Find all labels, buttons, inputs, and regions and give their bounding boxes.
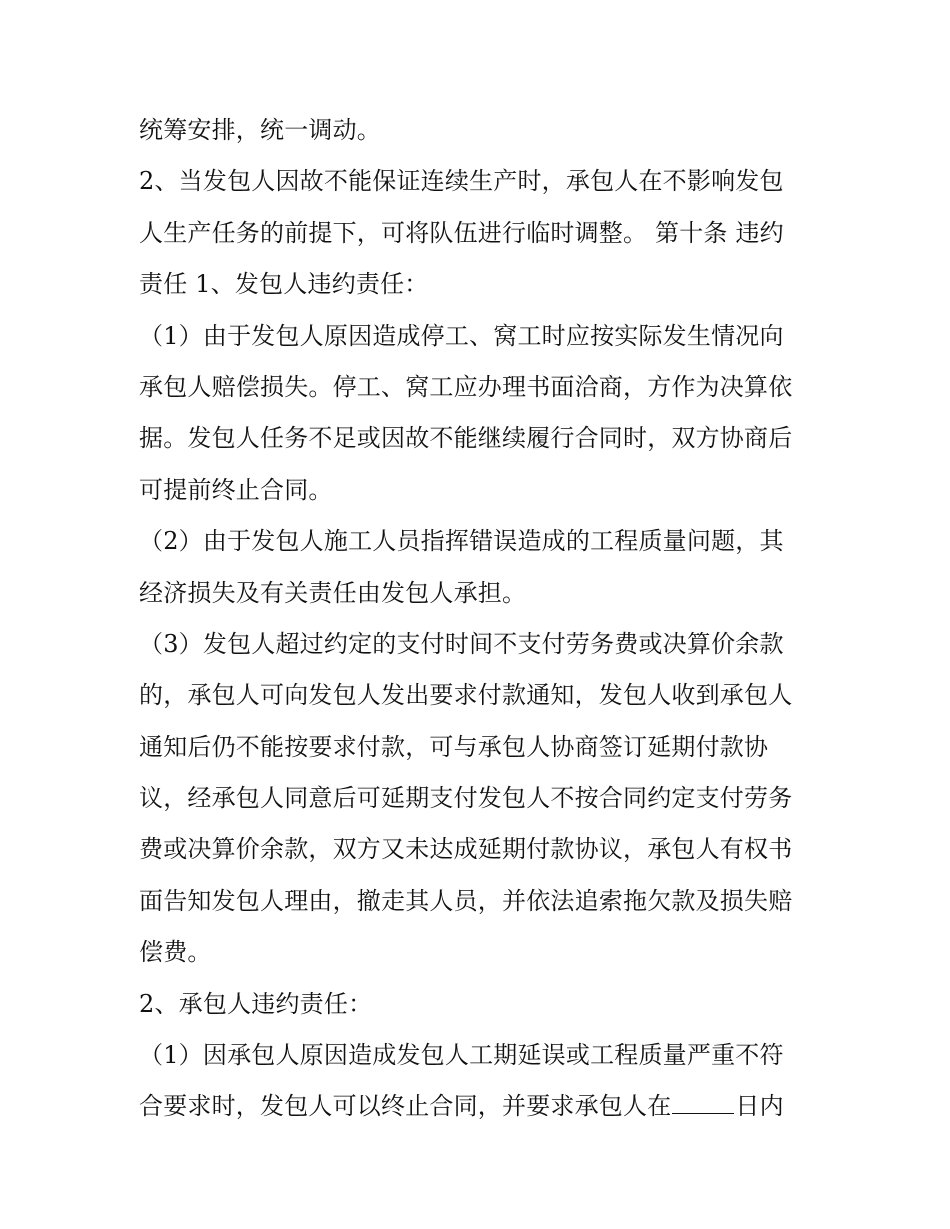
text-line: 议，经承包人同意后可延期支付发包人不按合同约定支付劳务 <box>139 784 793 813</box>
contract-text-body <box>139 105 819 1133</box>
text-line: （3）发包人超过约定的支付时间不支付劳务费或决算价余款 <box>139 629 784 658</box>
text-line: （2）由于发包人施工人员指挥错误造成的工程质量问题，其 <box>139 527 784 556</box>
text-line: 的，承包人可向发包人发出要求付款通知，发包人收到承包人 <box>139 681 793 710</box>
text-line: 偿费。 <box>139 938 212 967</box>
text-line: 据。发包人任务不足或因故不能继续履行合同时，双方协商后 <box>139 424 793 453</box>
text-segment: 合要求时，发包人可以终止合同，并要求承包人在 <box>139 1092 672 1121</box>
text-line: 费或决算价余款，双方又未达成延期付款协议，承包人有权书 <box>139 835 793 864</box>
text-line: 可提前终止合同。 <box>139 475 333 504</box>
text-line: 通知后仍不能按要求付款，可与承包人协商签订延期付款协 <box>139 732 769 761</box>
text-line: 2、承包人违约责任： <box>139 989 373 1018</box>
text-line: 经济损失及有关责任由发包人承担。 <box>139 578 527 607</box>
text-line: 面告知发包人理由，撤走其人员，并依法追索拖欠款及损失赔 <box>139 886 793 915</box>
text-line-with-blank <box>139 1081 819 1132</box>
text-line: （1）由于发包人原因造成停工、窝工时应按实际发生情况向 <box>139 321 784 350</box>
text-segment: 日内 <box>735 1092 784 1121</box>
text-line: 人生产任务的前提下，可将队伍进行临时调整。 第十条 违约 <box>139 218 784 247</box>
text-line: 承包人赔偿损失。停工、窝工应办理书面洽商，方作为决算依 <box>139 372 793 401</box>
text-line: 统筹安排，统一调动。 <box>139 116 381 144</box>
fill-in-blank <box>672 1093 734 1114</box>
text-line: （1）因承包人原因造成发包人工期延误或工程质量严重不符 <box>139 1041 784 1070</box>
text-line: 2、当发包人因故不能保证连续生产时，承包人在不影响发包 <box>139 167 784 196</box>
text-line: 责任 1、发包人违约责任： <box>139 270 429 299</box>
